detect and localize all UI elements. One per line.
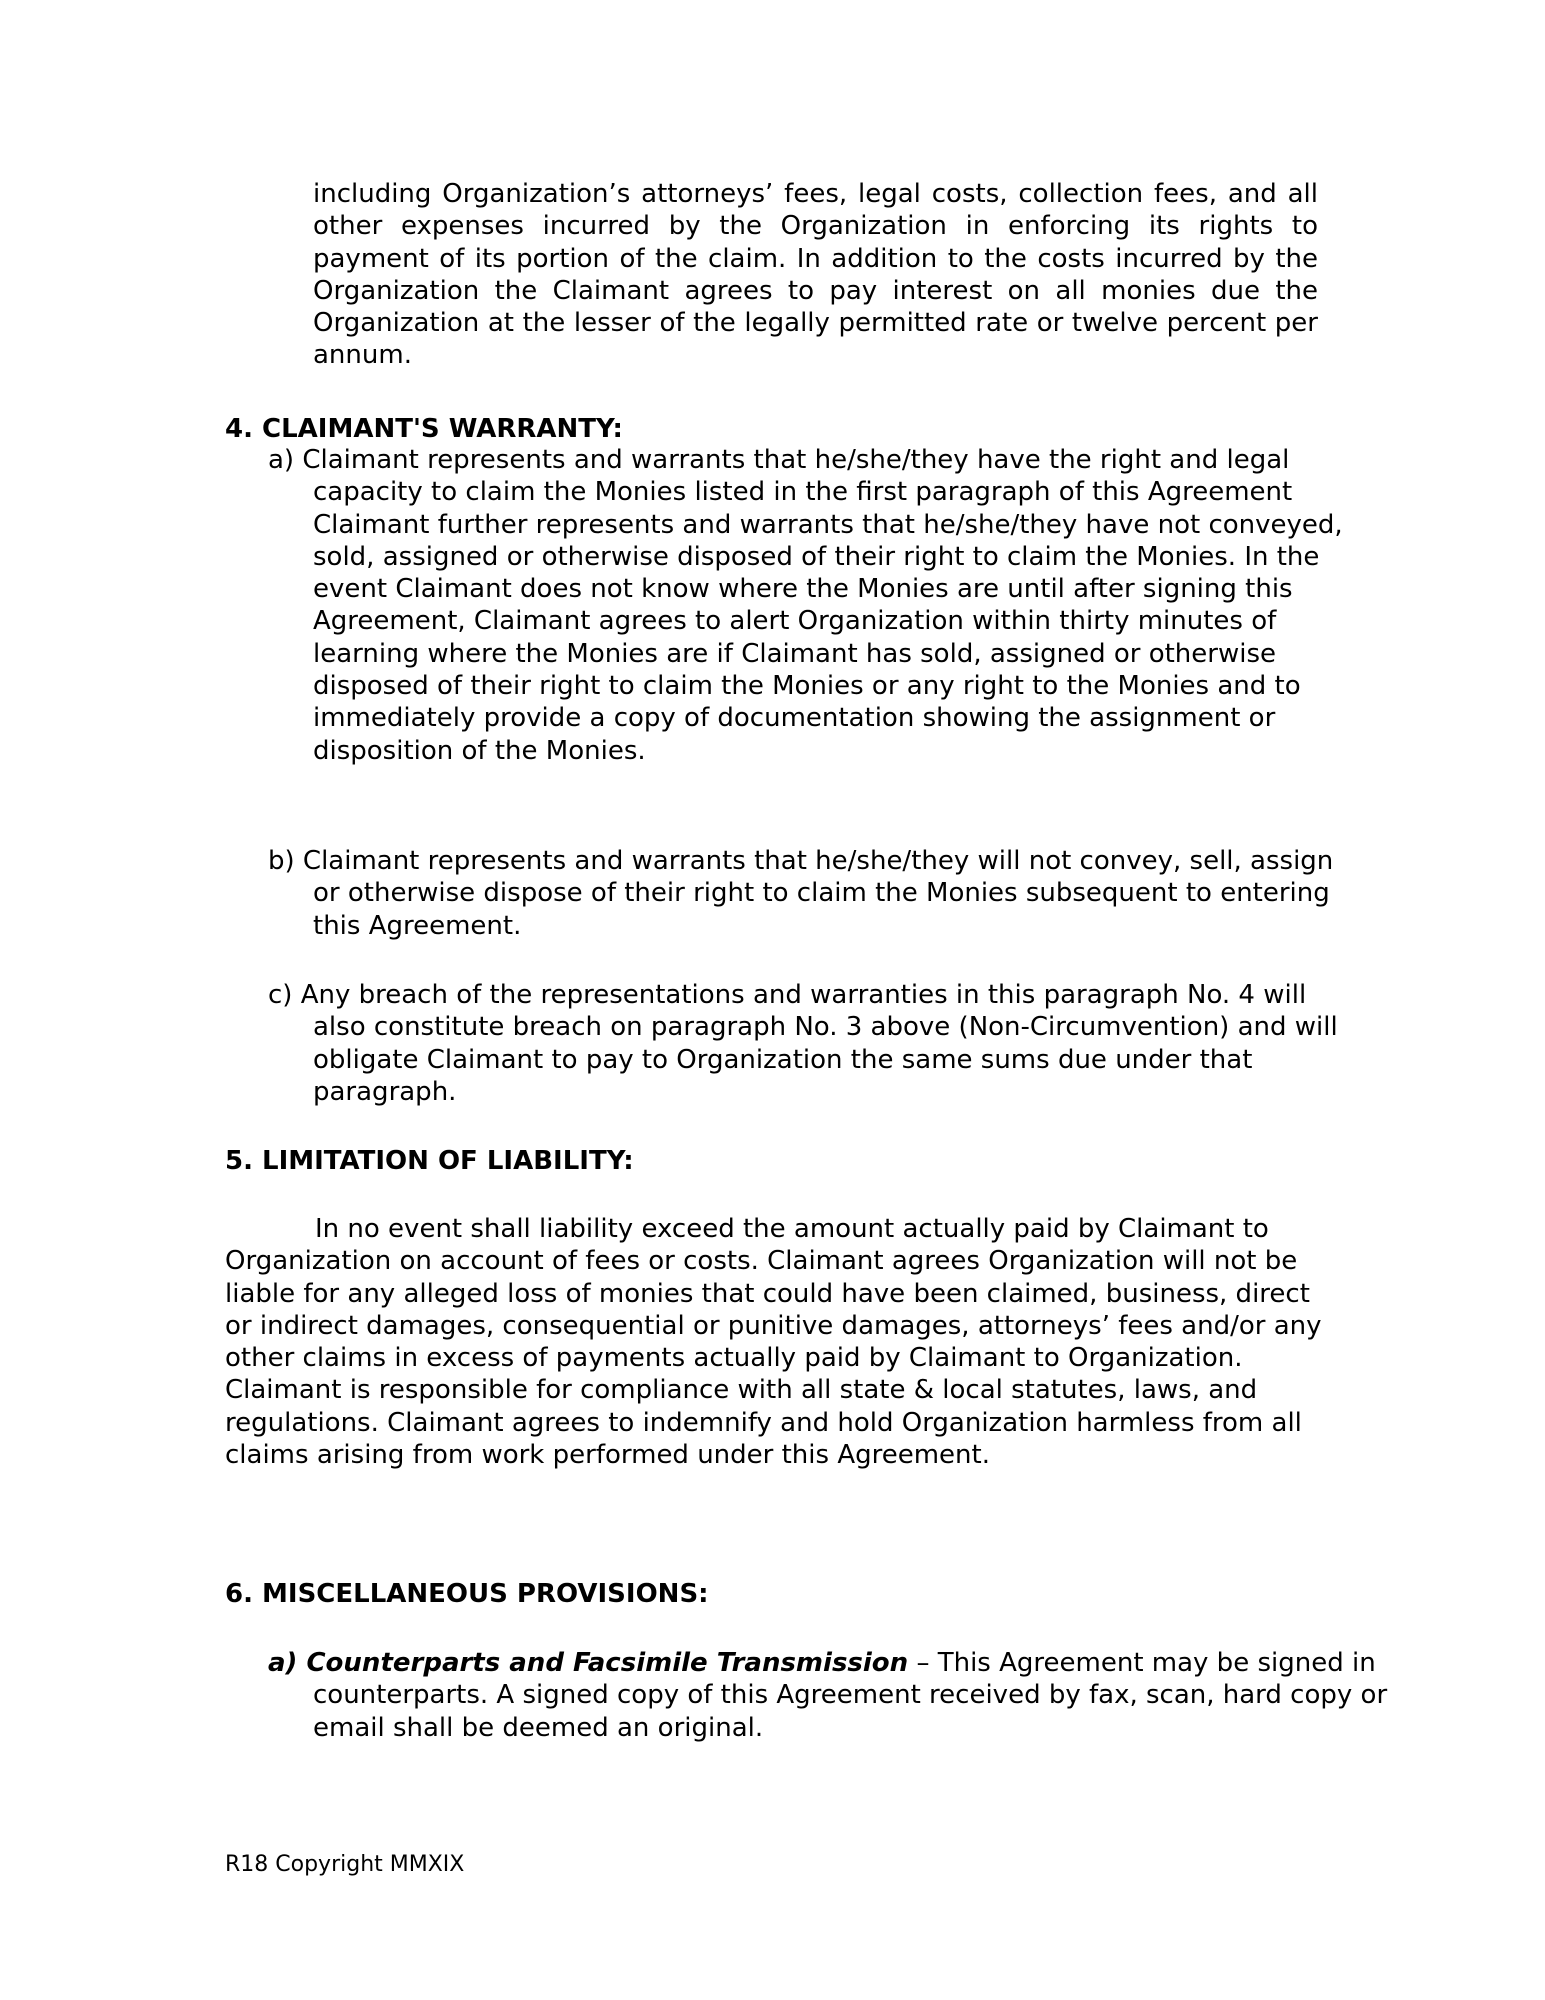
footer-copyright: R18 Copyright MMXIX — [225, 1852, 465, 1877]
section-4-item-b: b) Claimant represents and warrants that he/she/they will not convey, sell, assign or otherwise dispose of their right to claim the Monies subsequent to entering this Agreement. — [268, 846, 1334, 941]
section-4-item-a: a) Claimant represents and warrants that he/she/they have the right and legal capacity to claim the Monies listed in the first paragraph of this Agreement Claimant further represents and warrants that he/she/they have not conveyed, sold, assigned or otherwise disposed of their right to claim the Monies. In the event Claimant does not know where the Monies are until after signing this Agreement, Claimant agrees to alert Organization within thirty minutes of learning where the Monies are if Claimant has sold, assigned or otherwise disposed of their right to claim the Monies or any right to the Monies and to immediately provide a copy of documentation showing the assignment or disposition of the Monies. — [268, 445, 1343, 766]
section-6-item-a — [268, 1647, 1393, 1744]
section-4-heading: 4. CLAIMANT'S WARRANTY: — [225, 414, 623, 444]
section-5-heading: 5. LIMITATION OF LIABILITY: — [225, 1146, 634, 1176]
section-4-item-c: c) Any breach of the representations and warranties in this paragraph No. 4 will also constitute breach on paragraph No. 3 above (Non-Circumvention) and will obligate Claimant to pay to Organization the same sums due under that paragraph. — [268, 980, 1338, 1107]
section-6-item-a-title: a) Counterparts and Facsimile Transmission — [268, 1648, 909, 1678]
section-6-item-a-body: – This Agreement may be signed in counterparts. A signed copy of this Agreement received by fax, scan, hard copy or email shall be deemed an original. — [313, 1648, 1388, 1743]
section-6-heading: 6. MISCELLANEOUS PROVISIONS: — [225, 1579, 709, 1609]
intro-paragraph: including Organization’s attorneys’ fees, legal costs, collection fees, and all other expenses incurred by the Organization in enforcing its rights to payment of its portion of the claim. In addition to the costs incurred by the Organization the Claimant agrees to pay interest on all monies due the Organization at the lesser of the legally permitted rate or twelve percent per annum. — [313, 179, 1318, 371]
section-5-body: In no event shall liability exceed the amount actually paid by Claimant to Organization on account of fees or costs. Claimant agrees Organization will not be liable for any alleged loss of monies that could have been claimed, business, direct or indirect damages, consequential or punitive damages, attorneys’ fees and/or any other claims in excess of payments actually paid by Claimant to Organization. Claimant is responsible for compliance with all state & local statutes, laws, and regulations. Claimant agrees to indemnify and hold Organization harmless from all claims arising from work performed under this Agreement. — [225, 1214, 1322, 1471]
